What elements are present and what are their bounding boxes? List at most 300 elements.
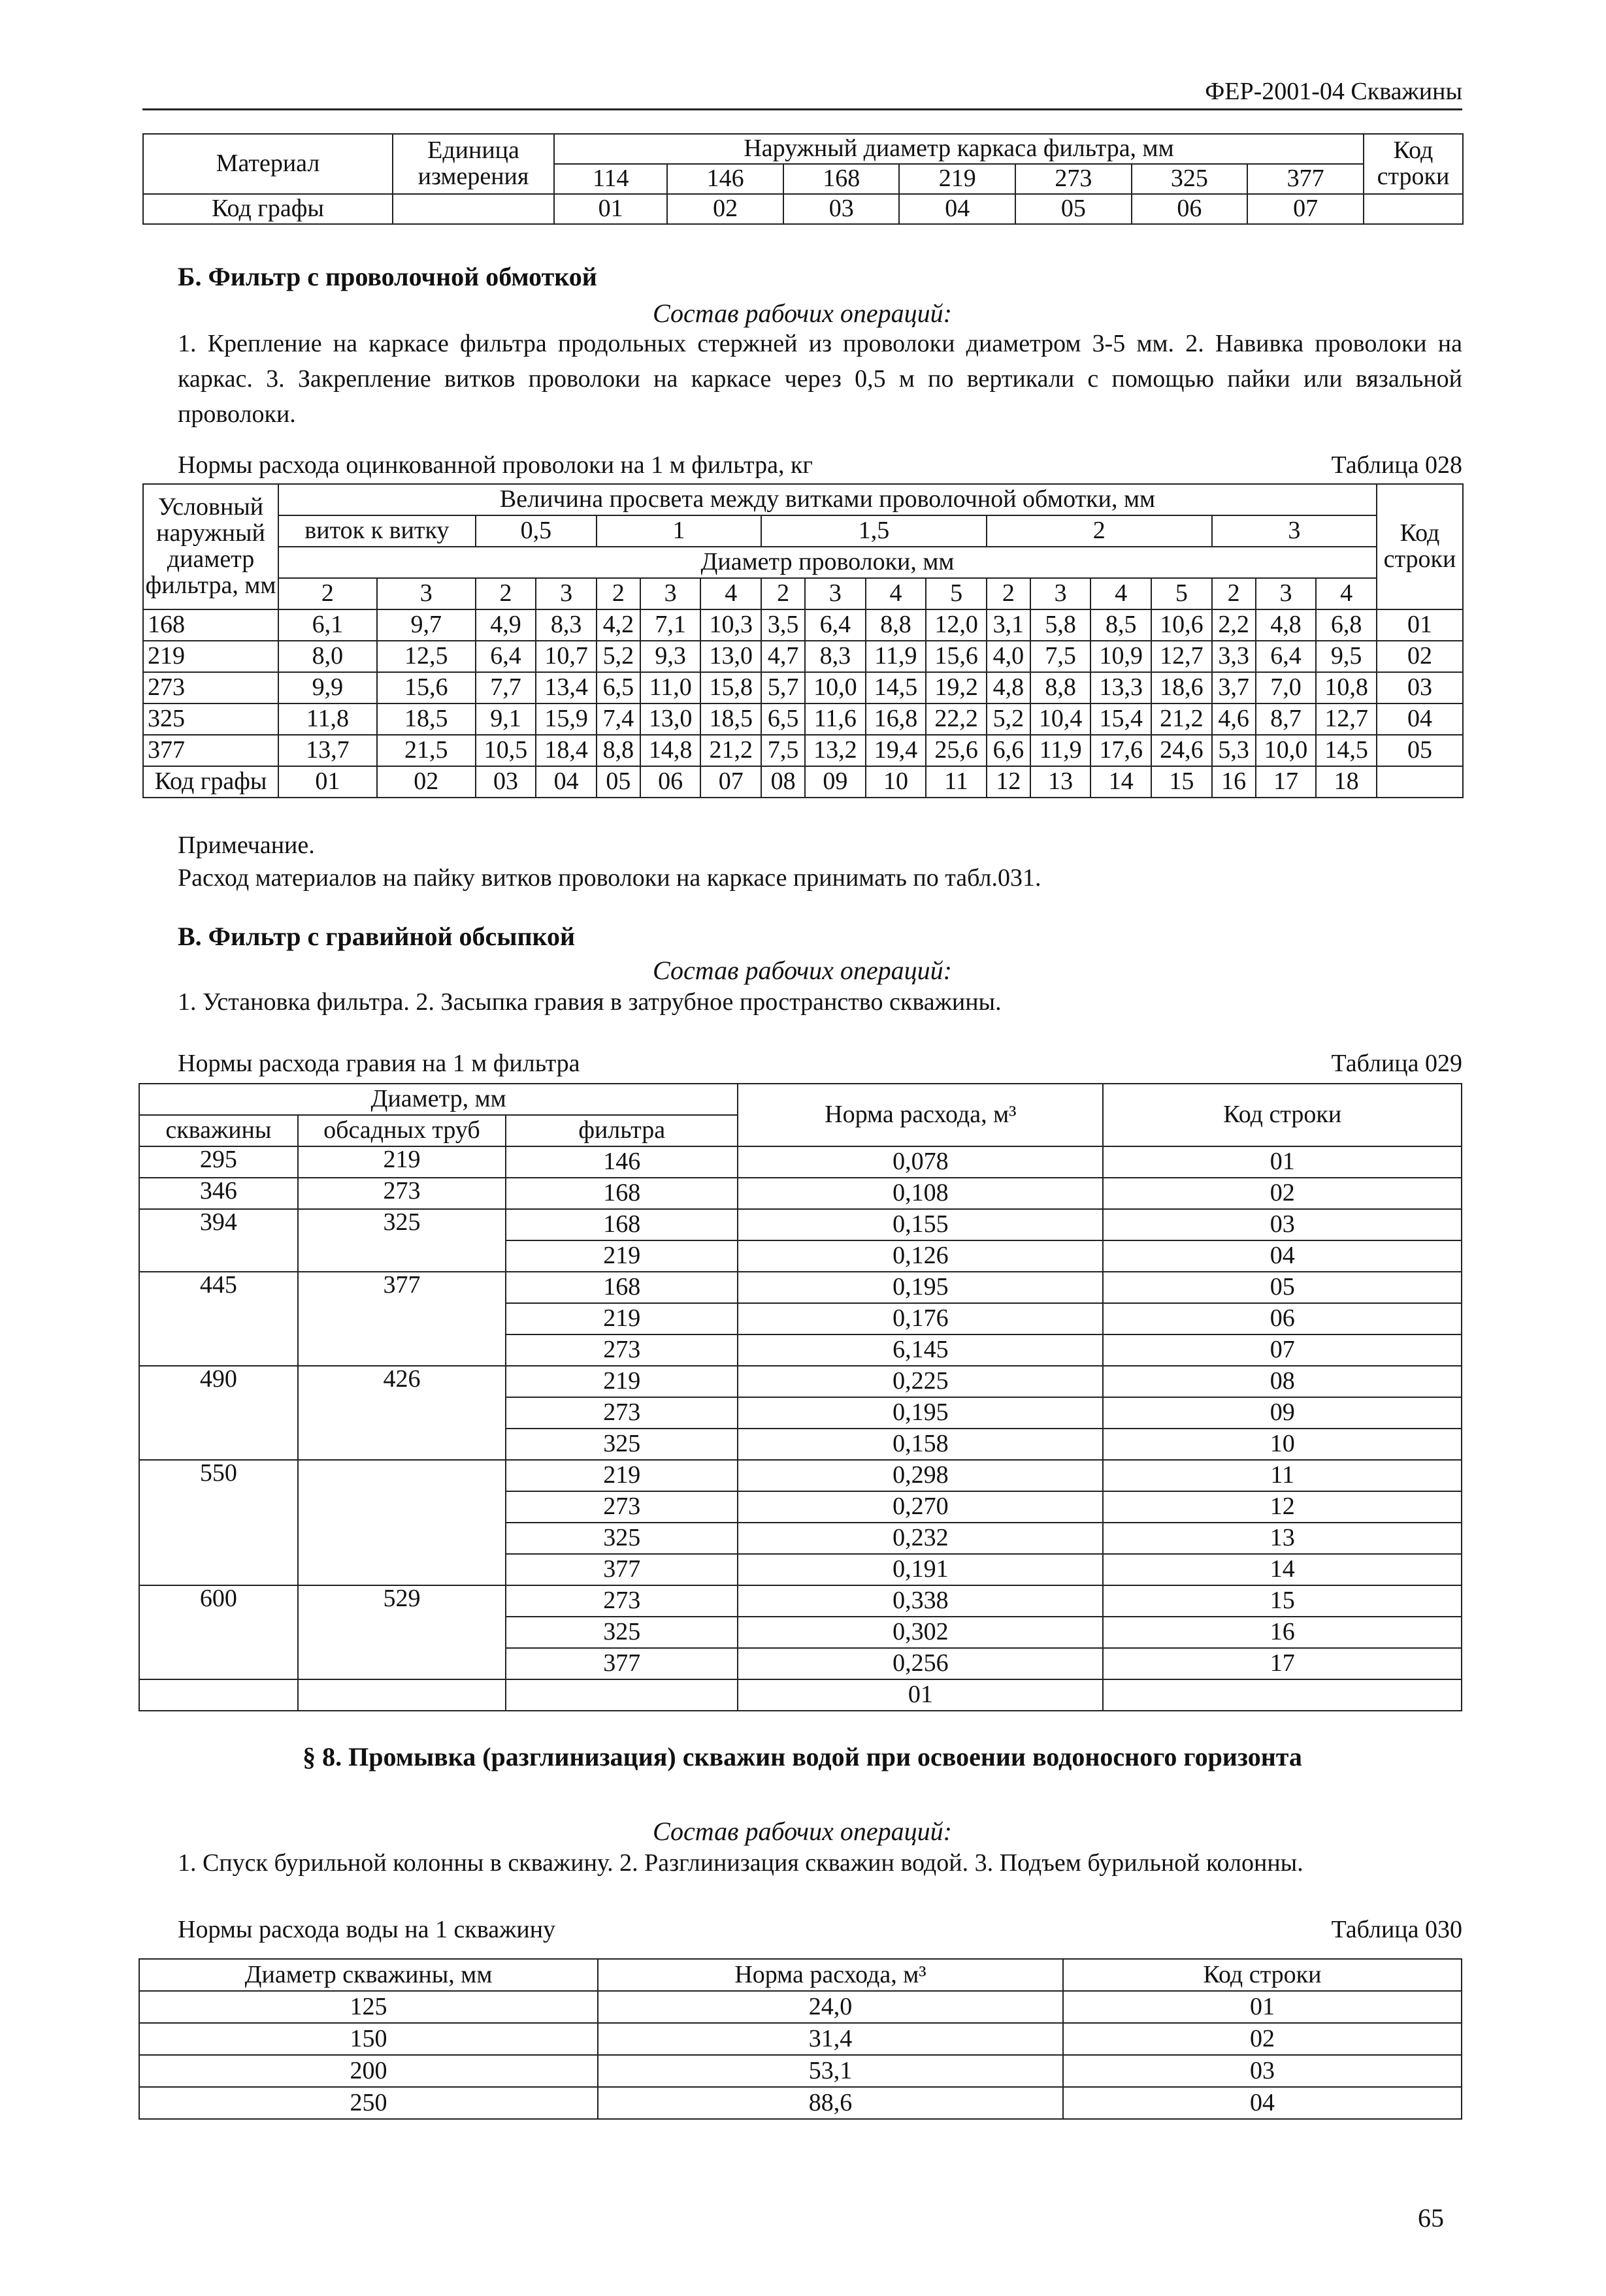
row-code-cell: 04 [1063,2087,1462,2119]
table-row [139,1648,1462,1679]
value-cell: 6,8 [1316,609,1377,641]
value-cell: 3,3 [1212,641,1256,672]
diameter-cell: 250 [139,2087,598,2119]
filter-cell: 325 [506,1429,738,1460]
value-cell: 7,5 [761,735,805,766]
table-row [143,672,1463,703]
filter-cell: 146 [506,1146,738,1178]
value-cell: 12,7 [1151,641,1212,672]
table-row [139,2023,1462,2055]
note-text: Расход материалов на пайку витков проволоки на каркасе принимать по табл.031. [178,864,1041,892]
table-030-caption-row [178,1915,1462,1944]
value-cell: 5,2 [987,703,1030,735]
casing-cell [298,1460,506,1491]
code-cell: 17 [1256,766,1317,798]
row-code-cell: 03 [1103,1209,1462,1240]
filter-cell: 219 [506,1303,738,1334]
table-030 [139,1958,1462,2120]
value-cell: 14,5 [866,672,926,703]
value-cell: 4,6 [1212,703,1256,735]
gap-turn: виток к витку [278,515,476,547]
value-cell: 3,7 [1212,672,1256,703]
row-code-cell: 14 [1103,1554,1462,1585]
norm-cell: 0,195 [738,1397,1103,1429]
value-cell: 11,0 [640,672,701,703]
norm-cell: 0,176 [738,1303,1103,1334]
code-row-value: 01 [738,1679,1103,1711]
table-030-caption: Нормы расхода воды на 1 скважину [178,1916,556,1943]
value-cell: 6,4 [1256,641,1317,672]
well-cell [139,1648,298,1679]
table-row [139,1991,1462,2023]
wire-size-cell: 2 [278,578,377,609]
filter-cell: 168 [506,1178,738,1209]
col-diam: Диаметр, мм [139,1084,738,1115]
table-029-caption: Нормы расхода гравия на 1 м фильтра [178,1050,580,1077]
code-cell: 02 [377,766,476,798]
wire-size-cell: 4 [1316,578,1377,609]
diameter-cell: 168 [143,609,278,641]
diameter-cell: 219 [143,641,278,672]
col-code: Код строки [1103,1084,1462,1146]
value-cell: 24,6 [1151,735,1212,766]
row-code-cell: 11 [1103,1460,1462,1491]
row-code-cell: 15 [1103,1585,1462,1617]
norm-cell: 0,191 [738,1554,1103,1585]
value-cell: 9,9 [278,672,377,703]
value-cell: 15,4 [1090,703,1151,735]
value-cell: 5,8 [1030,609,1091,641]
col-diam: Наружный диаметр каркаса фильтра, мм [554,134,1364,164]
table-row [139,2087,1462,2119]
table-row [139,1303,1462,1334]
value-cell: 5,3 [1212,735,1256,766]
col-norm: Норма расхода, м³ [598,1959,1063,1991]
table-030-number: Таблица 030 [1331,1916,1462,1943]
value-cell: 10,7 [536,641,597,672]
table-row [139,1554,1462,1585]
well-cell [139,1334,298,1366]
row-code-cell: 02 [1103,1178,1462,1209]
section-8-ops-text: 1. Спуск бурильной колонны в скважину. 2. Разглинизация скважин водой. 3. Подъем бурильной колонны. [178,1849,1303,1877]
value-cell: 5,2 [597,641,640,672]
value-cell: 2,2 [1212,609,1256,641]
value-cell: 5,7 [761,672,805,703]
code-cell: 08 [761,766,805,798]
casing-cell: 377 [298,1272,506,1303]
col-diam: Условный наружный диаметр фильтра, мм [143,484,278,609]
section-b-title: Б. Фильтр с проволочной обмоткой [178,262,597,291]
value-cell: 7,5 [1030,641,1091,672]
section-b-ops-text: 1. Крепление на каркасе фильтра продольных стержней из проволоки диаметром 3-5 мм. 2. Навивка проволоки на каркас. 3. Закрепление витков проволоки на каркасе через 0,5 м по вертикали с помощью пайки или вязальной проволоки. [178,330,1462,428]
filter-cell: 168 [506,1272,738,1303]
wire-diam: Диаметр проволоки, мм [278,547,1377,578]
row-code-cell: 01 [1103,1146,1462,1178]
value-cell: 13,2 [805,735,866,766]
value-cell: 10,5 [476,735,536,766]
row-code-cell: 03 [1063,2055,1462,2087]
well-cell [139,1617,298,1648]
empty-cell [1103,1679,1462,1711]
well-cell: 394 [139,1209,298,1240]
code-cell: 03 [783,194,900,224]
header-rule [142,108,1462,110]
wire-size-cell: 2 [1212,578,1256,609]
value-cell: 8,5 [1090,609,1151,641]
value-cell: 10,4 [1030,703,1091,735]
value-cell: 15,6 [377,672,476,703]
value-cell: 6,5 [597,672,640,703]
code-cell: 10 [866,766,926,798]
norm-cell: 0,302 [738,1617,1103,1648]
code-cell: 14 [1090,766,1151,798]
page-number: 65 [1418,2203,1444,2233]
value-cell: 7,4 [597,703,640,735]
value-cell: 8,8 [1030,672,1091,703]
row-code-cell: 05 [1103,1272,1462,1303]
filter-cell: 377 [506,1648,738,1679]
col-code: Код строки [1377,484,1463,609]
value-cell: 4,8 [1256,609,1317,641]
code-cell: 05 [597,766,640,798]
row-code-cell: 09 [1103,1397,1462,1429]
value-cell: 19,4 [866,735,926,766]
value-cell: 12,7 [1316,703,1377,735]
filter-cell: 325 [506,1523,738,1554]
row-code-cell: 04 [1103,1240,1462,1272]
value-cell: 10,6 [1151,609,1212,641]
col-material: Материал [143,134,393,194]
value-cell: 11,9 [866,641,926,672]
empty-cell [139,1679,298,1711]
diameter-cell: 377 [1247,164,1364,194]
table-row [139,1617,1462,1648]
norm-cell: 0,078 [738,1146,1103,1178]
value-cell: 8,3 [536,609,597,641]
code-cell: 18 [1316,766,1377,798]
value-cell: 21,2 [700,735,761,766]
casing-cell: 325 [298,1209,506,1240]
value-cell: 6,4 [805,609,866,641]
value-cell: 11,8 [278,703,377,735]
gap-cell: 1,5 [761,515,987,547]
gap-cell: 2 [987,515,1212,547]
filter-cell: 219 [506,1240,738,1272]
code-cell: 05 [1015,194,1132,224]
table-row [139,1429,1462,1460]
code-row-label: Код графы [143,194,393,224]
section-8-ops-title: Состав рабочих операций: [653,1817,952,1846]
row-code-cell: 13 [1103,1523,1462,1554]
table-row [139,1209,1462,1240]
code-cell: 06 [1132,194,1248,224]
code-cell: 15 [1151,766,1212,798]
value-cell: 13,7 [278,735,377,766]
value-cell: 19,2 [926,672,987,703]
row-code-cell: 02 [1063,2023,1462,2055]
empty-cell [1377,766,1463,798]
well-cell: 600 [139,1585,298,1617]
code-cell: 11 [926,766,987,798]
table-row [139,1491,1462,1523]
value-cell: 17,6 [1090,735,1151,766]
norm-cell: 0,270 [738,1491,1103,1523]
casing-cell [298,1523,506,1554]
diameter-cell: 325 [1132,164,1248,194]
diameter-cell: 273 [143,672,278,703]
value-cell: 3,1 [987,609,1030,641]
casing-cell [298,1334,506,1366]
value-cell: 9,1 [476,703,536,735]
diameter-cell: 219 [899,164,1015,194]
col-well: скважины [139,1115,298,1146]
value-cell: 4,7 [761,641,805,672]
norm-cell: 0,338 [738,1585,1103,1617]
col-filter: фильтра [506,1115,738,1146]
norm-cell: 0,256 [738,1648,1103,1679]
norm-cell: 0,158 [738,1429,1103,1460]
casing-cell [298,1303,506,1334]
table-row [143,703,1463,735]
value-cell: 10,8 [1316,672,1377,703]
norm-cell: 0,232 [738,1523,1103,1554]
value-cell: 10,3 [700,609,761,641]
value-cell: 7,7 [476,672,536,703]
code-cell: 16 [1212,766,1256,798]
row-code-cell: 17 [1103,1648,1462,1679]
table-row [143,609,1463,641]
value-cell: 11,9 [1030,735,1091,766]
norm-cell: 0,126 [738,1240,1103,1272]
diameter-cell: 146 [667,164,783,194]
casing-cell [298,1491,506,1523]
filter-cell: 273 [506,1585,738,1617]
wire-size-cell: 4 [1090,578,1151,609]
empty-cell [506,1679,738,1711]
col-norm: Норма расхода, м³ [738,1084,1103,1146]
wire-size-cell: 3 [805,578,866,609]
value-cell: 7,1 [640,609,701,641]
diameter-cell: 273 [1015,164,1132,194]
casing-cell [298,1429,506,1460]
value-cell: 3,5 [761,609,805,641]
value-cell: 6,1 [278,609,377,641]
value-cell: 10,9 [1090,641,1151,672]
value-cell: 8,7 [1256,703,1317,735]
casing-cell: 219 [298,1146,506,1178]
row-code-cell: 07 [1103,1334,1462,1366]
row-code-cell: 04 [1377,703,1463,735]
code-cell: 09 [805,766,866,798]
wire-size-cell: 2 [987,578,1030,609]
table-row [139,1460,1462,1491]
table-row [139,1366,1462,1397]
value-cell: 4,2 [597,609,640,641]
filter-cell: 273 [506,1397,738,1429]
wire-size-cell: 3 [1030,578,1091,609]
well-cell: 550 [139,1460,298,1491]
wire-size-cell: 2 [597,578,640,609]
value-cell: 13,4 [536,672,597,703]
section-b-ops-title: Состав рабочих операций: [653,299,952,328]
value-cell: 16,8 [866,703,926,735]
row-code-cell: 03 [1377,672,1463,703]
table-028 [142,483,1464,798]
code-cell: 06 [640,766,701,798]
table-row [139,1272,1462,1303]
section-v-title: В. Фильтр с гравийной обсыпкой [178,922,576,951]
table-row [139,1240,1462,1272]
wire-size-cell: 2 [761,578,805,609]
gap-cell: 0,5 [476,515,597,547]
row-code-cell: 16 [1103,1617,1462,1648]
value-cell: 11,6 [805,703,866,735]
code-cell: 04 [536,766,597,798]
value-cell: 8,8 [597,735,640,766]
empty-cell [298,1679,506,1711]
col-unit: Единица измерения [393,134,554,194]
norm-cell: 24,0 [598,1991,1063,2023]
well-cell: 490 [139,1366,298,1397]
value-cell: 18,5 [377,703,476,735]
section-v-ops-title: Состав рабочих операций: [653,956,952,985]
wire-size-cell: 2 [476,578,536,609]
value-cell: 4,0 [987,641,1030,672]
casing-cell: 529 [298,1585,506,1617]
table-row [143,641,1463,672]
casing-cell: 426 [298,1366,506,1397]
value-cell: 9,7 [377,609,476,641]
casing-cell [298,1397,506,1429]
filter-cell: 168 [506,1209,738,1240]
wire-size-cell: 5 [1151,578,1212,609]
code-row-label: Код графы [143,766,278,798]
casing-cell [298,1240,506,1272]
table-028-caption: Нормы расхода оцинкованной проволоки на 1 м фильтра, кг [178,451,813,479]
value-cell: 13,3 [1090,672,1151,703]
running-header: ФЕР-2001-04 Скважины [1205,78,1462,105]
value-cell: 25,6 [926,735,987,766]
diameter-cell: 150 [139,2023,598,2055]
code-cell: 04 [899,194,1015,224]
code-cell: 01 [554,194,667,224]
table-row [139,1585,1462,1617]
value-cell: 14,8 [640,735,701,766]
wire-size-cell: 3 [377,578,476,609]
table-row [139,1397,1462,1429]
table-row [139,1146,1462,1178]
value-cell: 12,0 [926,609,987,641]
value-cell: 8,3 [805,641,866,672]
col-code: Код строки [1063,1959,1462,1991]
col-code: Код строки [1364,134,1463,194]
value-cell: 22,2 [926,703,987,735]
table-026 [142,133,1464,225]
well-cell [139,1397,298,1429]
diameter-cell: 125 [139,1991,598,2023]
norm-cell: 31,4 [598,2023,1063,2055]
wire-size-cell: 3 [536,578,597,609]
value-cell: 15,8 [700,672,761,703]
section-v-ops-text: 1. Установка фильтра. 2. Засыпка гравия в затрубное пространство скважины. [178,988,1002,1016]
table-row [143,735,1463,766]
value-cell: 9,5 [1316,641,1377,672]
code-cell: 13 [1030,766,1091,798]
wire-size-cell: 5 [926,578,987,609]
col-gap: Величина просвета между витками проволочной обмотки, мм [278,484,1377,515]
value-cell: 18,5 [700,703,761,735]
value-cell: 6,5 [761,703,805,735]
col-diam: Диаметр скважины, мм [139,1959,598,1991]
value-cell: 10,0 [1256,735,1317,766]
value-cell: 4,9 [476,609,536,641]
code-cell: 02 [667,194,783,224]
diameter-cell: 114 [554,164,667,194]
value-cell: 9,3 [640,641,701,672]
value-cell: 7,0 [1256,672,1317,703]
wire-size-cell: 3 [640,578,701,609]
table-029-number: Таблица 029 [1331,1050,1462,1077]
table-028-number: Таблица 028 [1331,451,1462,479]
table-row [139,1334,1462,1366]
value-cell: 12,5 [377,641,476,672]
filter-cell: 273 [506,1491,738,1523]
code-cell: 03 [476,766,536,798]
wire-size-cell: 4 [866,578,926,609]
well-cell: 445 [139,1272,298,1303]
code-cell: 07 [700,766,761,798]
diameter-cell: 168 [783,164,900,194]
row-code-cell: 10 [1103,1429,1462,1460]
value-cell: 10,0 [805,672,866,703]
row-code-cell: 01 [1377,609,1463,641]
code-cell: 12 [987,766,1030,798]
well-cell [139,1240,298,1272]
wire-size-cell: 4 [700,578,761,609]
value-cell: 13,0 [640,703,701,735]
note-title: Примечание. [178,832,315,859]
well-cell [139,1429,298,1460]
diameter-cell: 325 [143,703,278,735]
norm-cell: 88,6 [598,2087,1063,2119]
diameter-cell: 377 [143,735,278,766]
row-code-cell: 05 [1377,735,1463,766]
wire-size-cell: 3 [1256,578,1317,609]
row-code-cell: 06 [1103,1303,1462,1334]
value-cell: 8,0 [278,641,377,672]
table-028-caption-row [178,451,1462,479]
norm-cell: 0,225 [738,1366,1103,1397]
table-row [139,1523,1462,1554]
well-cell: 295 [139,1146,298,1178]
well-cell: 346 [139,1178,298,1209]
well-cell [139,1523,298,1554]
value-cell: 21,5 [377,735,476,766]
gap-cell: 3 [1212,515,1377,547]
casing-cell [298,1648,506,1679]
value-cell: 15,9 [536,703,597,735]
row-code-cell: 12 [1103,1491,1462,1523]
value-cell: 6,4 [476,641,536,672]
empty-cell [1364,194,1463,224]
casing-cell: 273 [298,1178,506,1209]
code-cell: 07 [1247,194,1364,224]
empty-cell [393,194,554,224]
norm-cell: 0,155 [738,1209,1103,1240]
well-cell [139,1554,298,1585]
value-cell: 8,8 [866,609,926,641]
filter-cell: 273 [506,1334,738,1366]
